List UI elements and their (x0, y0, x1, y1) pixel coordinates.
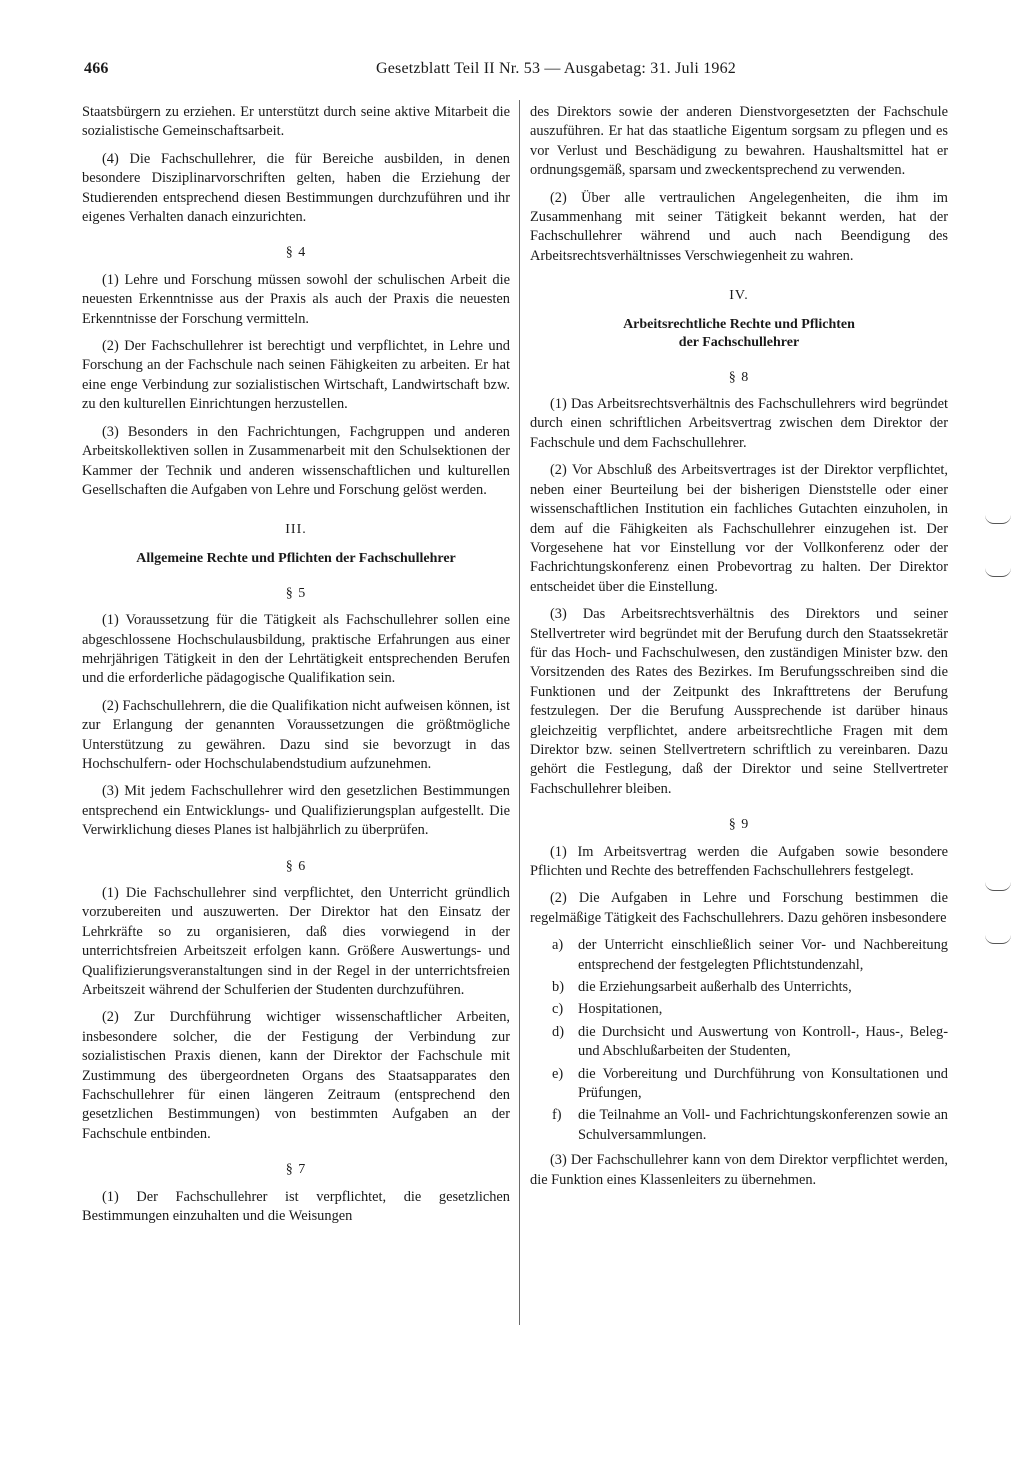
list-item (530, 978, 948, 997)
paragraph: (1) Lehre und Forschung müssen sowohl der schulischen Arbeit die neuesten Erkenntnisse aus der Praxis als auch der Praxis die neuesten Erkenntnisse der Forschung vermitteln. (82, 271, 510, 327)
chapter-title: Allgemeine Rechte und Pflichten der Fachschullehrer (136, 550, 456, 566)
chapter-title (530, 316, 948, 352)
list-label: a) (552, 937, 564, 954)
list-text: der Unterricht einschließlich seiner Vor- und Nachbereitung entsprechend der festgelegten Pflichtstundenzahl, (578, 937, 948, 973)
margin-mark (985, 568, 1011, 577)
paragraph: (1) Voraussetzung für die Tätigkeit als Fachschullehrer sollen eine abgeschlossene Hochschulausbildung, praktische Erfahrungen aus einer mehrjährigen Tätigkeit in den der Lehrtätigkeit entsprechenden Berufen und die erforderliche pädagogische Qualifikation sein. (82, 612, 510, 687)
page-header (84, 60, 736, 84)
list-label: d) (552, 1023, 564, 1040)
section-heading: § 9 (728, 817, 750, 833)
chapter-title-line: Arbeitsrechtliche Rechte und Pflichten (623, 316, 855, 332)
chapter-title-line: der Fachschullehrer (678, 334, 800, 350)
section-heading: § 6 (285, 858, 307, 874)
chapter-number: III. (285, 522, 307, 538)
paragraph: des Direktors sowie der anderen Dienstvorgesetzten der Fachschule auszuführen. Er hat das staatliche Eigentum sorgsam zu pflegen und es vor Verlust und Beschädigung zu bewahren. Haushaltsmittel hat er ordnungsgemäß, sparsam und zweckentsprechend zu verwenden. (530, 104, 948, 179)
section-heading: § 5 (285, 585, 307, 601)
paragraph: (2) Die Aufgaben in Lehre und Forschung bestimmen die regelmäßige Tätigkeit des Fachschullehrers. Dazu gehören insbesondere (530, 890, 948, 926)
list-item (530, 1023, 948, 1062)
section-heading: § 7 (285, 1162, 307, 1178)
running-title: Gesetzblatt Teil II Nr. 53 — Ausgabetag: 31. Juli 1962 (376, 60, 736, 77)
list-item (530, 936, 948, 975)
paragraph: (2) Fachschullehrern, die die Qualifikation nicht aufweisen können, ist zur Erlangung der genannten Voraussetzungen die größtmögliche Unterstützung zu gewähren. Dazu sind sie bevorzugt in das Hochschulfern- oder Hochschulabendstudium aufzunehmen. (82, 697, 510, 772)
paragraph: (2) Vor Abschluß des Arbeitsvertrages ist der Direktor verpflichtet, neben einer Beurteilung bei der bisherigen Dienststelle oder einer wissenschaftlichen Institution ein fachliches Gutachten einzuholen, in dem auf die Fähigkeiten als Fachschullehrer einzugehen ist. Der Vorgesehene hat vor Einstellung vor der Vollkonferenz oder der Fachrichtungskonferenz einen Probevortrag zu halten. Der Direktor entscheidet über die Einstellung. (530, 462, 948, 595)
left-column (82, 103, 510, 1235)
list-item (530, 1106, 948, 1145)
list-label: f) (552, 1107, 562, 1124)
right-column (530, 103, 948, 1198)
list-label: b) (552, 979, 564, 996)
paragraph: (2) Über alle vertraulichen Angelegenheiten, die ihm im Zusammenhang mit seiner Tätigkeit bekannt werden, hat der Fachschullehrer während und auch nach Beendigung des Arbeitsrechtsverhältnisses Verschwiegenheit zu wahren. (530, 189, 948, 264)
paragraph: (1) Die Fachschullehrer sind verpflichtet, den Unterricht gründlich vorzubereiten und auszuwerten. Der Direktor hat den Einsatz der Lehrkräfte so zu organisieren, daß dies vorwiegend in der unterrichtsfreien Arbeitszeit erfolgen kann. Größere Auswertungs- und Qualifizierungsveranstaltungen sind in der Regel in der unterrichtsfreien Arbeitszeit während der Schulferien der Studenten durchzuführen. (82, 885, 510, 999)
list-label: c) (552, 1001, 564, 1018)
list-text: Hospitationen, (578, 1001, 663, 1018)
section-heading: § 8 (728, 369, 750, 385)
list-text: die Teilnahme an Voll- und Fachrichtungskonferenzen sowie an Schulversammlungen. (578, 1107, 948, 1143)
section-heading: § 4 (285, 245, 307, 261)
paragraph: Staatsbürgern zu erziehen. Er unterstützt durch seine aktive Mitarbeit die sozialistische Gemeinschaftsarbeit. (82, 104, 510, 140)
list-item (530, 1065, 948, 1104)
paragraph: (3) Das Arbeitsrechtsverhältnis des Direktors und seiner Stellvertreter wird begründet mit der Berufung durch den Staatssekretär für das Hoch- und Fachschulwesen, den zuständigen Minister bzw. den Vorsitzenden des Rates des Bezirkes. Im Berufungsschreiben sind die Funktionen und der Zeitpunkt des Inkrafttretens der Berufung festzulegen. Der die Berufung Aussprechende ist darüber hinaus gleichzeitig verpflichtet, andere arbeitsrechtliche Fragen mit dem Direktor bzw. seinen Stellvertretern schriftlich zu vereinbaren. Dazu gehört die Festlegung, daß der Direktor und seine Stellvertreter Fachschullehrer bleiben. (530, 606, 948, 797)
column-divider (519, 100, 520, 1325)
paragraph: (3) Besonders in den Fachrichtungen, Fachgruppen und anderen Arbeitskollektiven sollen in Zusammenarbeit mit den Schulsektionen der Kammer der Technik und anderen wissenschaftlichen und kulturellen Gesellschaften die Aufgaben von Lehre und Forschung gelöst werden. (82, 423, 510, 498)
chapter-number: IV. (729, 288, 749, 304)
list-text: die Durchsicht und Auswertung von Kontroll-, Haus-, Beleg- und Abschlußarbeiten der Studenten, (578, 1023, 948, 1060)
list-item (530, 1000, 948, 1019)
enumeration-list (530, 936, 948, 1145)
paragraph: (1) Im Arbeitsvertrag werden die Aufgaben sowie besondere Pflichten und Rechte des betreffenden Fachschullehrers festgelegt. (530, 843, 948, 879)
paragraph: (3) Mit jedem Fachschullehrer wird den gesetzlichen Bestimmungen entsprechend ein Entwicklungs- und Qualifizierungsplan aufgestellt. Die Verwirklichung dieses Planes ist halbjährlich zu überprüfen. (82, 783, 510, 839)
list-text: die Vorbereitung und Durchführung von Konsultationen und Prüfungen, (578, 1065, 948, 1102)
list-text: die Erziehungsarbeit außerhalb des Unterrichts, (578, 979, 852, 996)
paragraph: (1) Das Arbeitsrechtsverhältnis des Fachschullehrers wird begründet durch einen schriftlichen Arbeitsvertrag zwischen dem Direktor der Fachschule und dem Fachschullehrer. (530, 396, 948, 451)
paragraph: (2) Der Fachschullehrer ist berechtigt und verpflichtet, in Lehre und Forschung an der Fachschule nach seinen Fähigkeiten zu arbeiten. Er hat eine enge Verbindung zur sozialistischen Wirtschaft, Landwirtschaft bzw. zu den kulturellen Einrichtungen herzustellen. (82, 338, 510, 413)
paragraph: (2) Zur Durchführung wichtiger wissenschaftlicher Arbeiten, insbesondere solcher, die der Festigung der Verbindung zur sozialistischen Praxis dienen, kann der Direktor der Fachschule mit Zustimmung des übergeordneten Organs des Staatsapparates den Fachschullehrer für einen längeren Zeitraum (entsprechend den gesetzlichen Bestimmungen) von bestimmten Aufgaben an der Fachschule entbinden. (82, 1009, 510, 1142)
margin-mark (985, 515, 1011, 524)
list-label: e) (552, 1065, 564, 1082)
paragraph: (1) Der Fachschullehrer ist verpflichtet, die gesetzlichen Bestimmungen einzuhalten und die Weisungen (82, 1188, 510, 1225)
paragraph: (3) Der Fachschullehrer kann von dem Direktor verpflichtet werden, die Funktion eines Klassenleiters zu übernehmen. (530, 1152, 948, 1188)
margin-mark (985, 882, 1011, 891)
margin-mark (985, 935, 1011, 944)
paragraph: (4) Die Fachschullehrer, die für Bereiche ausbilden, in denen besondere Disziplinarvorschriften gelten, haben die Erziehung der Studierenden entsprechend diesen Bestimmungen durchzuführen und ihr eigenes Verhalten danach einzurichten. (82, 150, 510, 226)
page-number: 466 (84, 60, 109, 77)
